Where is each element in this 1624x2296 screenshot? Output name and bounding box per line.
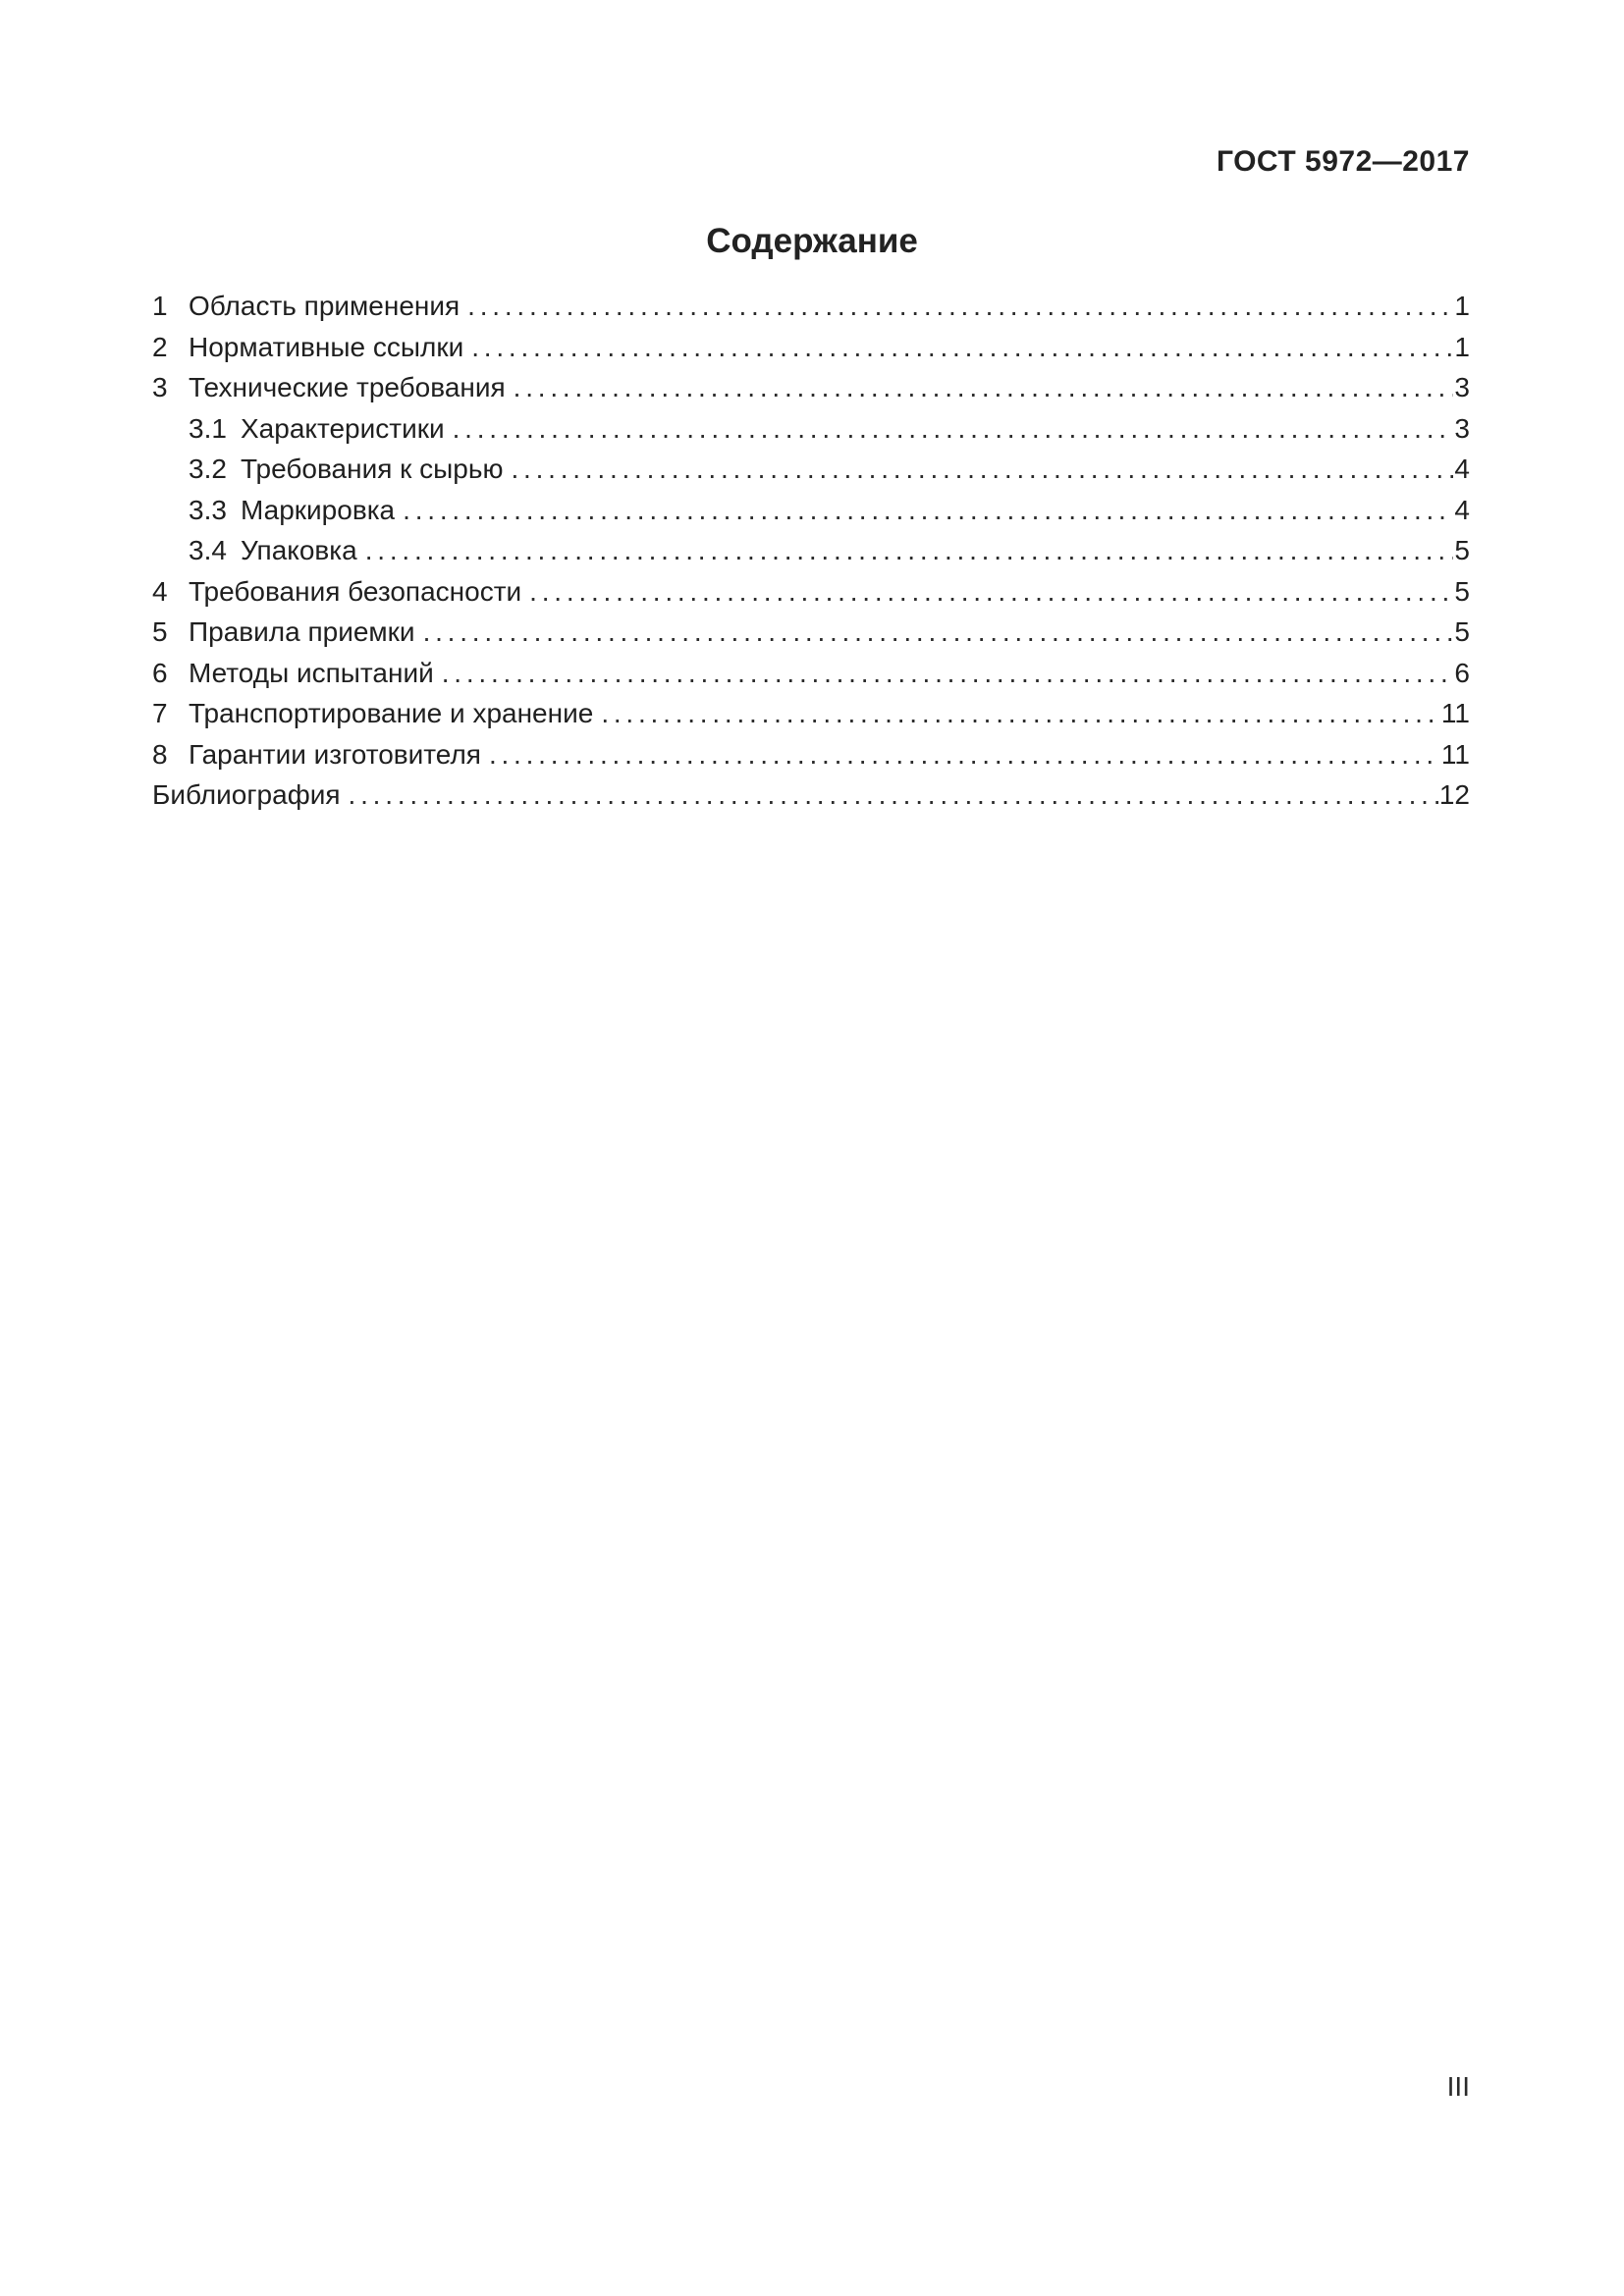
- toc-entry-number: 3.3: [189, 494, 227, 525]
- dot-leader: [471, 327, 1453, 368]
- toc-entry-label: Правила приемки: [189, 616, 415, 647]
- toc-entry-label: Требования безопасности: [189, 575, 522, 607]
- toc-entry-page-number: 11: [1440, 738, 1470, 770]
- toc-entry: [152, 286, 1470, 327]
- toc-entry-page-number: 5: [1454, 535, 1470, 565]
- toc-entry-label: Нормативные ссылки: [189, 331, 464, 362]
- dot-leader: [442, 653, 1454, 694]
- toc-entry: [152, 774, 1470, 816]
- toc-entry-label: Область применения: [189, 291, 460, 321]
- toc-entry-label: Методы испытаний: [189, 657, 434, 688]
- toc-entry-number: 3: [152, 372, 168, 402]
- page-folio-number: III: [1446, 2071, 1470, 2102]
- toc-entry-page-number: 4: [1454, 494, 1470, 525]
- toc-entry: [152, 449, 1470, 490]
- dot-leader: [423, 612, 1454, 653]
- page-title: Содержание: [706, 222, 918, 260]
- toc-entry-number: 3.4: [189, 535, 227, 565]
- toc-entry-number: 3.2: [189, 454, 227, 484]
- toc-entry: [152, 530, 1470, 571]
- dot-leader: [365, 530, 1454, 571]
- dot-leader: [453, 408, 1454, 450]
- toc-entry: [152, 612, 1470, 653]
- dot-leader: [511, 449, 1453, 490]
- toc-entry-number: 5: [152, 616, 168, 647]
- toc-entry: [152, 327, 1470, 368]
- toc-entry-number: 6: [152, 657, 168, 688]
- dot-leader: [529, 571, 1453, 613]
- dot-leader: [467, 286, 1453, 327]
- dot-leader: [601, 693, 1440, 734]
- toc-entry-number: 7: [152, 698, 168, 728]
- toc-entry: [152, 490, 1470, 531]
- toc-entry: [152, 693, 1470, 734]
- toc-entry: [152, 653, 1470, 694]
- toc-entry-number: 1: [152, 291, 168, 321]
- toc-entry-number: 4: [152, 575, 168, 607]
- document-standard-number: ГОСТ 5972—2017: [1216, 145, 1470, 178]
- toc-entry-page-number: 4: [1454, 454, 1470, 484]
- toc-entry-label: Гарантии изготовителя: [189, 738, 481, 770]
- dot-leader: [514, 367, 1454, 408]
- toc-entry-label: Маркировка: [241, 494, 396, 525]
- toc-entry: [152, 367, 1470, 408]
- dot-leader: [403, 490, 1453, 531]
- toc-entry-page-number: 6: [1454, 657, 1470, 688]
- toc-entry-number: 3.1: [189, 412, 227, 444]
- toc-entry-label: Библиография: [152, 779, 341, 810]
- table-of-contents: [152, 286, 1470, 816]
- dot-leader: [489, 734, 1440, 775]
- toc-entry-label: Упаковка: [241, 535, 357, 565]
- toc-entry-page-number: 1: [1454, 331, 1470, 362]
- toc-entry-label: Требования к сырью: [241, 454, 504, 484]
- toc-entry-label: Технические требования: [189, 372, 506, 402]
- toc-entry-page-number: 5: [1454, 616, 1470, 647]
- toc-entry-number: 8: [152, 738, 168, 770]
- toc-entry-page-number: 5: [1454, 575, 1470, 607]
- dot-leader: [349, 774, 1438, 816]
- toc-entry-page-number: 1: [1454, 291, 1470, 321]
- toc-entry-page-number: 3: [1454, 412, 1470, 444]
- toc-entry-page-number: 12: [1438, 779, 1470, 810]
- toc-entry-page-number: 3: [1454, 372, 1470, 402]
- toc-entry-label: Транспортирование и хранение: [189, 698, 594, 728]
- toc-entry-number: 2: [152, 331, 168, 362]
- toc-entry-page-number: 11: [1440, 698, 1470, 728]
- toc-entry: [152, 408, 1470, 450]
- toc-entry-label: Характеристики: [241, 412, 445, 444]
- toc-entry: [152, 734, 1470, 775]
- toc-entry: [152, 571, 1470, 613]
